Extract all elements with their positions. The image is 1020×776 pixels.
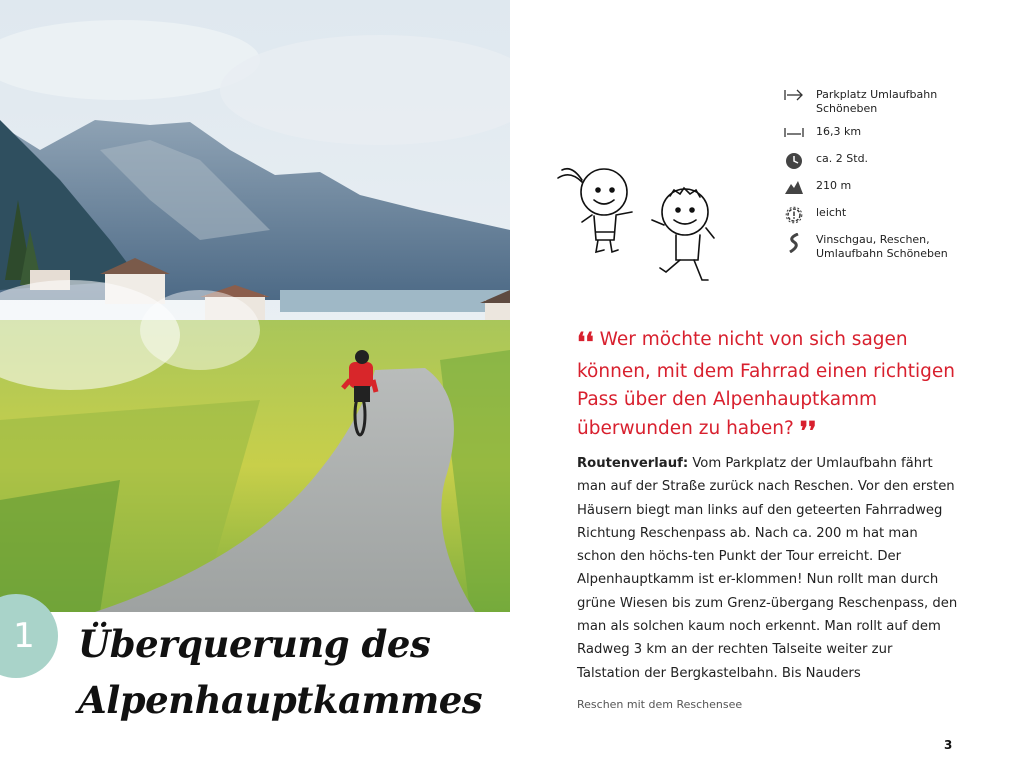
mountain-icon: [783, 179, 805, 197]
route-text: Vom Parkplatz der Umlaufbahn fährt man auf der Straße zurück nach Reschen. Vor den ersten Häusern biegt man links auf den geteerten Fahrradweg Richtung Reschenpass ab. Nach ca. 200 m hat man schon den höchs-ten Punkt der Tour erreicht. Der Alpenhauptkamm ist er-klommen! Nun rollt man durch grüne Wiesen bis zum Grenz-übergang Reschenpass, den man als solchen kaum noch erkennt. Man rollt auf dem Radweg 3 km an der rechten Talseite weiter zur Talstation der Bergkastelbahn. Bis Nauders: [577, 456, 958, 681]
fact-start: [783, 88, 983, 116]
fact-elevation-text: 210 m: [816, 179, 852, 192]
arrow-right-icon: [783, 88, 805, 106]
fact-duration-text: ca. 2 Std.: [816, 152, 869, 165]
fact-duration: [783, 152, 983, 170]
tour-title-line-2: Alpenhauptkammes: [78, 678, 483, 722]
fact-route-places: [783, 233, 983, 261]
fact-distance-text: 16,3 km: [816, 125, 862, 138]
pull-quote: [577, 326, 957, 446]
quote-open-mark: ❛❛: [577, 328, 594, 358]
fact-start-text: Parkplatz Umlaufbahn Schöneben: [816, 88, 938, 115]
fact-difficulty-text: leicht: [816, 206, 847, 219]
page-number: 3: [944, 738, 953, 752]
clock-icon: [783, 152, 805, 170]
tour-facts: [783, 88, 983, 270]
fact-distance: [783, 125, 983, 143]
fact-elevation: [783, 179, 983, 197]
winding-road-icon: [783, 233, 805, 251]
fact-difficulty: [783, 206, 983, 224]
distance-icon: [783, 125, 805, 143]
fact-route-places-text: Vinschgau, Reschen, Umlaufbahn Schöneben: [816, 233, 948, 260]
route-label: Routenverlauf:: [577, 456, 689, 471]
cover-photo: [0, 0, 510, 612]
tour-number-badge: 1: [0, 594, 58, 678]
tour-title-line-1: Überquerung des: [78, 622, 431, 666]
kids-doodle: [552, 160, 737, 290]
gear-icon: [783, 206, 805, 224]
photo-caption: Reschen mit dem Reschensee: [577, 698, 743, 711]
route-description: [577, 452, 959, 685]
tour-title: [78, 616, 498, 728]
quote-text: Wer möchte nicht von sich sagen können, mit dem Fahrrad einen richtigen Pass über den Alpenhauptkamm überwunden zu haben?: [577, 329, 955, 439]
quote-close-mark: ❜❜: [799, 416, 817, 447]
